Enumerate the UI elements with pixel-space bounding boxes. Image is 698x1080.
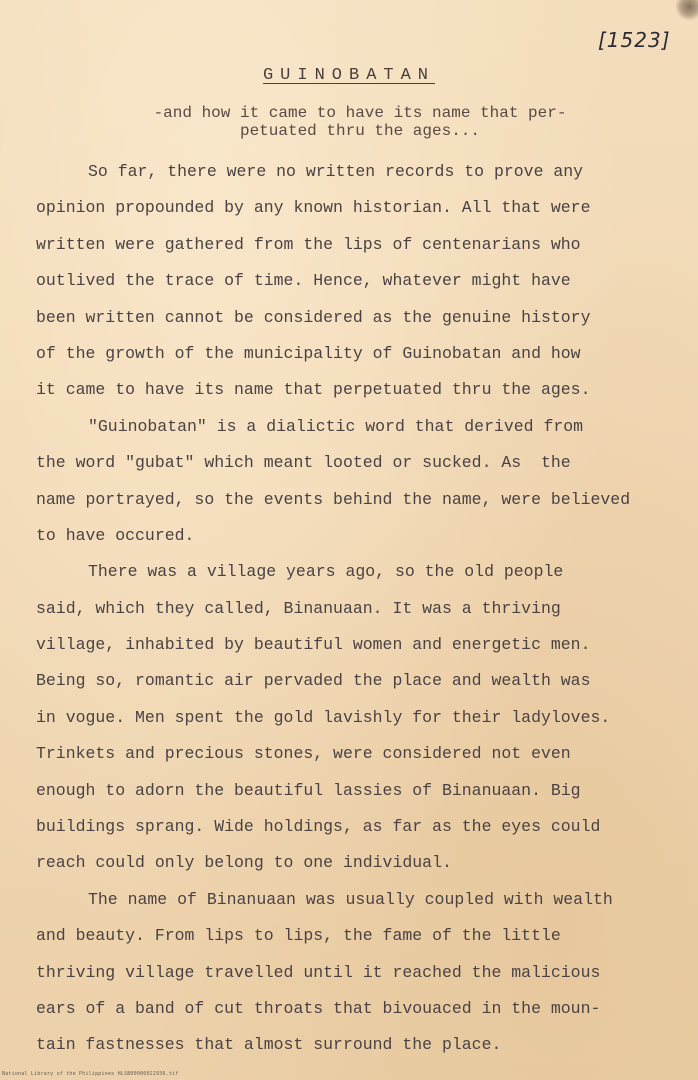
body-line: There was a village years ago, so the old people	[88, 562, 564, 582]
body-line: in vogue. Men spent the gold lavishly for their ladyloves.	[36, 707, 611, 727]
body-line: of the growth of the municipality of Guinobatan and how	[36, 343, 581, 363]
document-subtitle	[60, 104, 660, 140]
body-line: name portrayed, so the events behind the name, were believed	[36, 489, 631, 509]
body-line: ears of a band of cut throats that bivouaced in the moun-	[36, 998, 601, 1018]
body-line: Trinkets and precious stones, were considered not even	[36, 744, 571, 764]
body-line: "Guinobatan" is a dialictic word that derived from	[88, 416, 584, 436]
body-line: the word "gubat" which meant looted or sucked. As the	[36, 453, 571, 473]
body-line: it came to have its name that perpetuated thru the ages.	[36, 380, 591, 400]
body-line: So far, there were no written records to prove any	[88, 162, 584, 181]
document-title-text: GUINOBATAN	[262, 66, 436, 85]
body-line: outlived the trace of time. Hence, whatever might have	[36, 271, 571, 291]
body-line: opinion propounded by any known historian. All that were	[36, 198, 591, 218]
body-line: been written cannot be considered as the genuine history	[36, 307, 591, 327]
subtitle-line: petuated thru the ages...	[239, 122, 481, 140]
paper-stain	[676, 0, 698, 22]
body-line: said, which they called, Binanuaan. It was a thriving	[36, 598, 561, 618]
body-line: reach could only belong to one individual.	[36, 853, 452, 873]
body-line: Being so, romantic air pervaded the place and wealth was	[36, 671, 591, 691]
body-line: thriving village travelled until it reached the malicious	[36, 962, 601, 982]
body-line: The name of Binanuaan was usually coupled with wealth	[88, 889, 613, 909]
body-line: to have occured.	[36, 525, 195, 545]
subtitle-line: -and how it came to have its name that per-	[153, 104, 567, 122]
archive-footer: National Library of the Philippines HLSB00000022936.tif	[2, 1071, 179, 1077]
document-title	[0, 66, 698, 85]
document-body	[36, 154, 676, 1064]
body-line: village, inhabited by beautiful women and energetic men.	[36, 635, 591, 655]
body-line: and beauty. From lips to lips, the fame of the little	[36, 926, 561, 946]
body-line: enough to adorn the beautiful lassies of Binanuaan. Big	[36, 780, 581, 800]
page-number: [1523]	[598, 28, 671, 52]
body-line: buildings sprang. Wide holdings, as far as the eyes could	[36, 817, 601, 837]
body-line: written were gathered from the lips of centenarians who	[36, 234, 581, 254]
body-line: tain fastnesses that almost surround the place.	[36, 1035, 502, 1055]
